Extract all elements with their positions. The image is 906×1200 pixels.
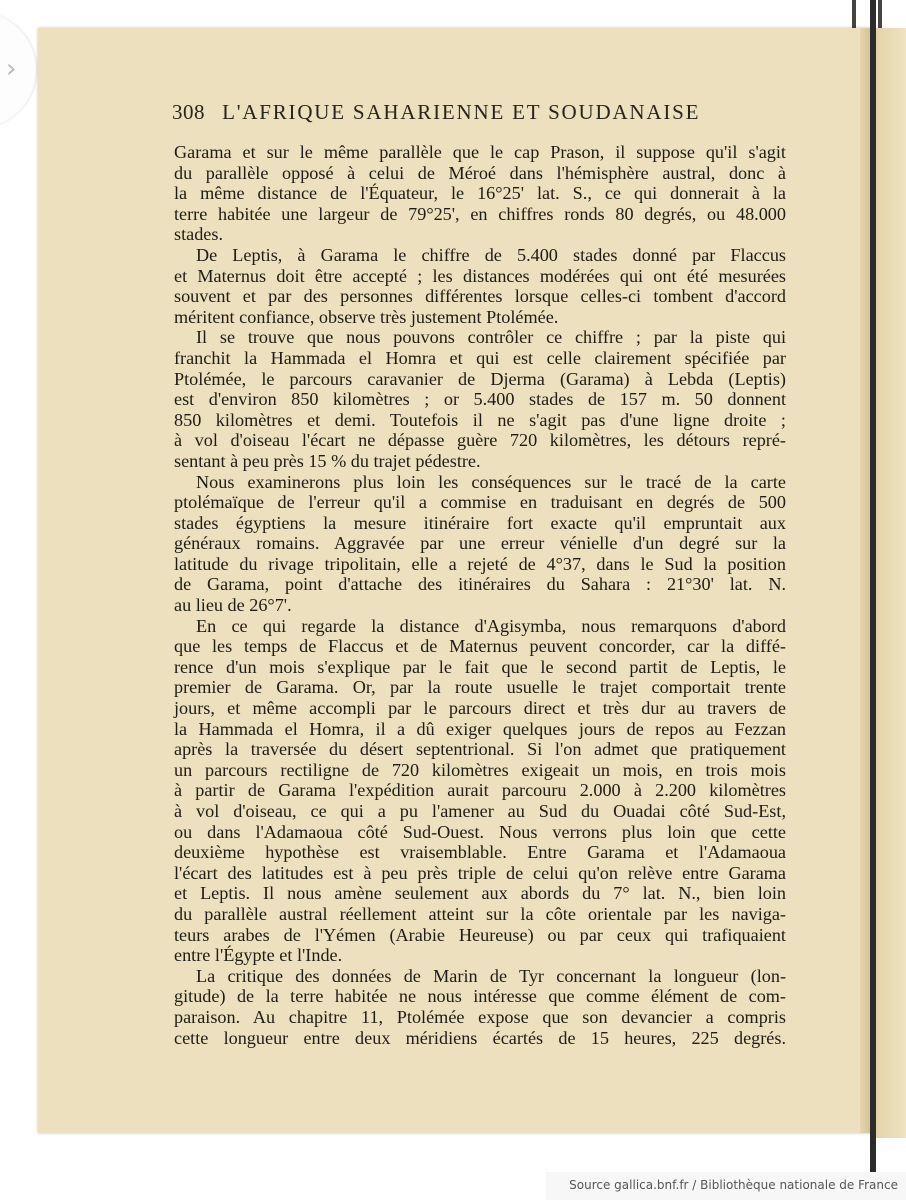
text-line: ptolémaïque de l'erreur qu'il a commise en traduisant en degrés de 500 (174, 492, 786, 513)
text-line: sentant à peu près 15 % du trajet pédestre. (174, 450, 481, 471)
text-line: après la traversée du désert septentrional. Si l'on admet que pratiquement (174, 739, 786, 760)
text-line: méritent confiance, observe très justement Ptolémée. (174, 306, 559, 327)
text-line: la même distance de l'Équateur, le 16°25' lat. S., ce qui donnerait à la (174, 183, 786, 204)
text-line: jours, et même accompli par le parcours direct et très dur au travers de (174, 698, 786, 719)
text-line: stades égyptiens la mesure itinéraire fort exacte qu'il empruntait aux (174, 512, 786, 533)
text-line: souvent et par des personnes différentes lorsque celles-ci tombent d'accord (174, 286, 786, 307)
source-credit: Source gallica.bnf.fr / Bibliothèque nationale de France (569, 1178, 898, 1192)
text-line: Ptolémée, le parcours caravanier de Djerma (Garama) à Lebda (Leptis) (174, 368, 786, 389)
text-line: et Leptis. Il nous amène seulement aux abords du 7° lat. N., bien loin (174, 883, 786, 904)
facing-page-edge (876, 28, 906, 1138)
text-line: gitude) de la terre habitée ne nous intéresse que comme élément de com- (174, 986, 786, 1007)
text-line: du parallèle austral réellement atteint sur la côte orientale par les naviga- (174, 903, 786, 924)
text-line: deuxième hypothèse est vraisemblable. Entre Garama et l'Adamaoua (174, 842, 786, 863)
text-line: franchit la Hammada el Homra et qui est celle clairement spécifiée par (174, 347, 786, 368)
text-line: La critique des données de Marin de Tyr concernant la longueur (lon- (196, 965, 786, 986)
text-line: rence d'un mois s'explique par le fait que le second partit de Leptis, le (174, 656, 786, 677)
running-title: L'AFRIQUE SAHARIENNE ET SOUDANAISE (222, 100, 701, 124)
text-line: du parallèle opposé à celui de Méroé dans l'hémisphère austral, donc à (174, 162, 786, 183)
text-line: En ce qui regarde la distance d'Agisymba, nous remarquons d'abord (196, 615, 786, 636)
body-text (174, 142, 786, 1048)
text-line: Il se trouve que nous pouvons contrôler ce chiffre ; par la piste qui (196, 327, 786, 348)
page-header (172, 100, 752, 132)
text-line: l'écart des latitudes est à peu près triple de celui qu'on relève entre Garama (174, 862, 786, 883)
text-line: Garama et sur le même parallèle que le cap Prason, il suppose qu'il s'agit (174, 142, 786, 162)
text-line: la Hammada el Homra, il a dû exiger quelques jours de repos au Fezzan (174, 718, 786, 739)
text-line: de Garama, point d'attache des itinéraires du Sahara : 21°30' lat. N. (174, 574, 786, 595)
text-line: à partir de Garama l'expédition aurait parcouru 2.000 à 2.200 kilomètres (174, 780, 786, 801)
text-line: paraison. Au chapitre 11, Ptolémée expose que son devancier a compris (174, 1006, 786, 1027)
text-line: et Maternus doit être accepté ; les distances modérées qui ont été mesurées (174, 265, 786, 286)
text-line: que les temps de Flaccus et de Maternus peuvent concorder, car la diffé- (174, 636, 786, 657)
text-line: teurs arabes de l'Yémen (Arabie Heureuse) ou par ceux qui trafiquaient (174, 924, 786, 945)
chevron-right-icon: › (6, 54, 17, 84)
text-line: De Leptis, à Garama le chiffre de 5.400 stades donné par Flaccus (196, 244, 786, 265)
text-line: terre habitée une largeur de 79°25', en chiffres ronds 80 degrés, ou 48.000 (174, 203, 786, 224)
text-line: stades. (174, 224, 223, 245)
text-line: latitude du rivage tripolitain, elle a rejeté de 4°37, dans le Sud la position (174, 553, 786, 574)
text-line: au lieu de 26°7'. (174, 595, 292, 616)
text-line: généraux romains. Aggravée par une erreur vénielle d'un degré sur la (174, 533, 786, 554)
text-line: 850 kilomètres et demi. Toutefois il ne s'agit pas d'une ligne droite ; (174, 409, 786, 430)
text-line: premier de Garama. Or, par la route usuelle le trajet comportait trente (174, 677, 786, 698)
page-number: 308 (172, 100, 205, 124)
text-line: ou dans l'Adamaoua côté Sud-Ouest. Nous verrons plus loin que cette (174, 821, 786, 842)
text-line: entre l'Égypte et l'Inde. (174, 945, 343, 966)
text-line: Nous examinerons plus loin les conséquences sur le tracé de la carte (196, 471, 786, 492)
viewer-top-bar (0, 0, 906, 30)
text-line: est d'environ 850 kilomètres ; or 5.400 stades de 157 m. 50 donnent (174, 389, 786, 410)
text-line: à vol d'oiseau l'écart ne dépasse guère 720 kilomètres, les détours repré- (174, 430, 786, 451)
text-line: cette longueur entre deux méridiens écartés de 15 heures, 225 degrés. (174, 1027, 786, 1048)
text-line: un parcours rectiligne de 720 kilomètres exigeait un mois, en trois mois (174, 759, 786, 780)
text-line: à vol d'oiseau, ce qui a pu l'amener au Sud du Ouadai côté Sud-Est, (174, 801, 786, 821)
